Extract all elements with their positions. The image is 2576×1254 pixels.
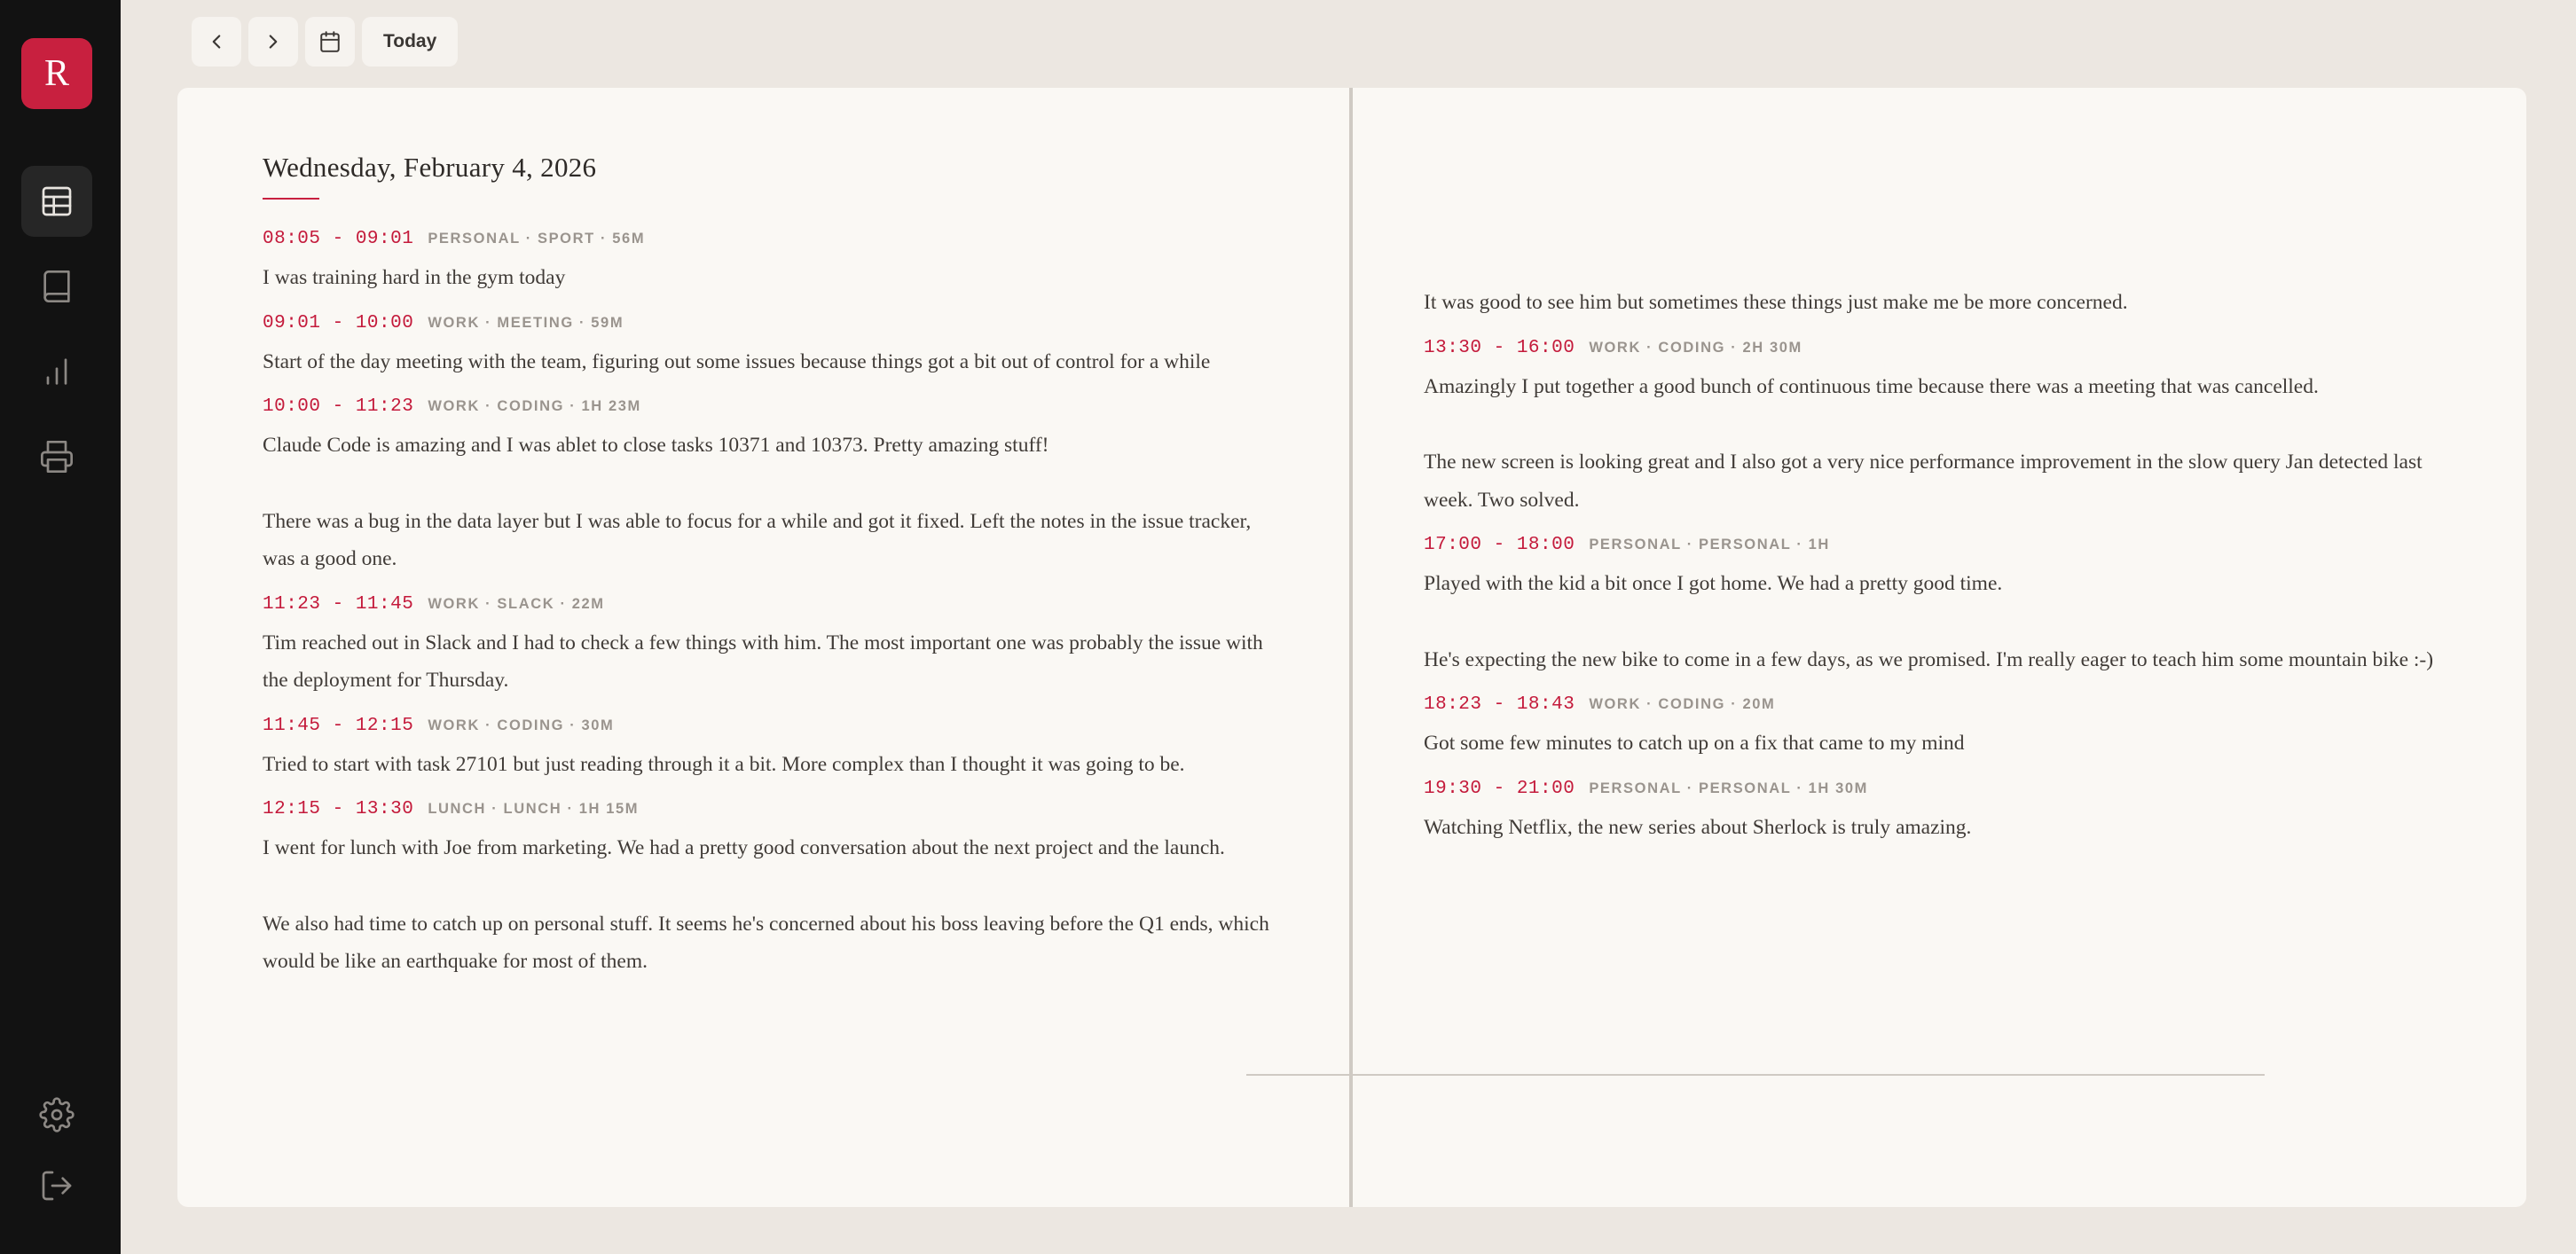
entry-time-range[interactable]: 17:00 - 18:00 [1424,535,1575,555]
entry-header [263,716,1283,741]
entry-tags: PERSONAL · PERSONAL · 1H 30M [1589,780,1868,796]
chevron-right-icon [262,30,285,53]
entry-text[interactable]: Start of the day meeting with the team, figuring out some issues because things got a bit out of control for a while [263,349,1211,373]
entry-text[interactable]: Watching Netflix, the new series about Sherlock is truly amazing. [1424,815,1972,839]
entry-tags: PERSONAL · PERSONAL · 1H [1589,537,1830,553]
left-entries-list [263,229,1283,981]
settings-button[interactable] [21,1079,92,1150]
sidebar-item-journal[interactable] [21,251,92,322]
sidebar-item-print[interactable] [21,421,92,492]
entry-header [263,594,1283,619]
sidebar [0,0,121,1254]
entry-text[interactable]: He's expecting the new bike to come in a few days, as we promised. I'm really eager to teach him some mountain bike :-) [1424,647,2434,671]
entry-tags: WORK · CODING · 2H 30M [1589,339,1802,356]
entry-header [1424,779,2444,803]
next-day-button[interactable] [248,17,298,67]
settings-gear-icon [39,1097,75,1133]
entry-header [263,396,1283,421]
entry-text[interactable]: Tried to start with task 27101 but just reading through it a bit. More complex than I thought it was going to be. [263,752,1185,776]
entry-header [1424,535,2444,560]
right-entries-list [1424,284,2444,846]
entry-tags: LUNCH · LUNCH · 1H 15M [428,801,640,817]
entry-header [263,313,1283,338]
table-icon [39,184,75,219]
entry-time-range[interactable]: 19:30 - 21:00 [1424,778,1575,799]
sidebar-item-stats[interactable] [21,336,92,407]
entry-tags: WORK · CODING · 1H 23M [428,398,641,414]
entry-text[interactable]: Played with the kid a bit once I got home. We had a pretty good time. [1424,572,2003,595]
right-page [1424,88,2444,1207]
entry-time-range[interactable]: 10:00 - 11:23 [263,396,414,417]
entry-text[interactable]: Claude Code is amazing and I was ablet to close tasks 10371 and 10373. Pretty amazing stuff! [263,434,1049,457]
entry-time-range[interactable]: 11:45 - 12:15 [263,715,414,736]
left-page [263,88,1283,1207]
calendar-button[interactable] [305,17,355,67]
entry-time-range[interactable]: 13:30 - 16:00 [1424,337,1575,358]
entry-time-range[interactable]: 08:05 - 09:01 [263,229,414,249]
chevron-left-icon [205,30,228,53]
entry-header [263,799,1283,824]
entry-time-range[interactable]: 11:23 - 11:45 [263,593,414,615]
entry-text[interactable]: I went for lunch with Joe from marketing. We had a pretty good conversation about the next project and the launch. [263,836,1225,859]
entry-tags: WORK · SLACK · 22M [428,595,605,612]
entry-time-range[interactable]: 12:15 - 13:30 [263,799,414,819]
page-footer-divider [1246,1074,2265,1076]
entry-time-range[interactable]: 18:23 - 18:43 [1424,694,1575,715]
app-logo[interactable]: R [21,38,92,109]
sidebar-item-table[interactable] [21,166,92,237]
entry-text[interactable]: Got some few minutes to catch up on a fix that came to my mind [1424,732,1965,755]
page-title: Wednesday, February 4, 2026 [263,152,597,183]
journal-book [177,88,2526,1207]
entry-header [1424,338,2444,363]
book-icon [39,269,75,304]
entry-text[interactable]: I was training hard in the gym today [263,266,566,289]
entry-tags: WORK · MEETING · 59M [428,314,624,331]
entry-text[interactable]: We also had time to catch up on personal stuff. It seems he's concerned about his boss leaving before the Q1 ends, which would be like an earthquake for most of them. [263,912,1269,973]
logout-button[interactable] [21,1150,92,1221]
entry-text[interactable]: Tim reached out in Slack and I had to check a few things with him. The most important one was probably the issue with the deployment for Thursday. [263,631,1263,692]
entry-continuation-text: It was good to see him but sometimes these things just make me be more concerned. [1424,291,2128,314]
calendar-icon [318,30,342,53]
printer-icon [39,439,75,474]
book-spine [1349,88,1353,1207]
logout-icon [39,1168,75,1203]
entry-tags: WORK · CODING · 20M [1589,696,1776,712]
entry-text[interactable]: There was a bug in the data layer but I was able to focus for a while and got it fixed. Left the notes in the issue tracker, was a good one. [263,509,1252,570]
entry-text[interactable]: Amazingly I put together a good bunch of continuous time because there was a meeting that was cancelled. [1424,374,2319,398]
entry-time-range[interactable]: 09:01 - 10:00 [263,312,414,333]
today-button[interactable]: Today [362,17,458,67]
entry-header [263,229,1283,254]
entry-tags: WORK · CODING · 30M [428,717,615,733]
entry-tags: PERSONAL · SPORT · 56M [428,231,646,247]
previous-day-button[interactable] [192,17,241,67]
title-underline [263,198,319,200]
bar-chart-icon [39,354,75,389]
entry-header [1424,694,2444,719]
entry-text[interactable]: The new screen is looking great and I also got a very nice performance improvement in the slow query Jan detected last week. Two solved. [1424,451,2423,512]
